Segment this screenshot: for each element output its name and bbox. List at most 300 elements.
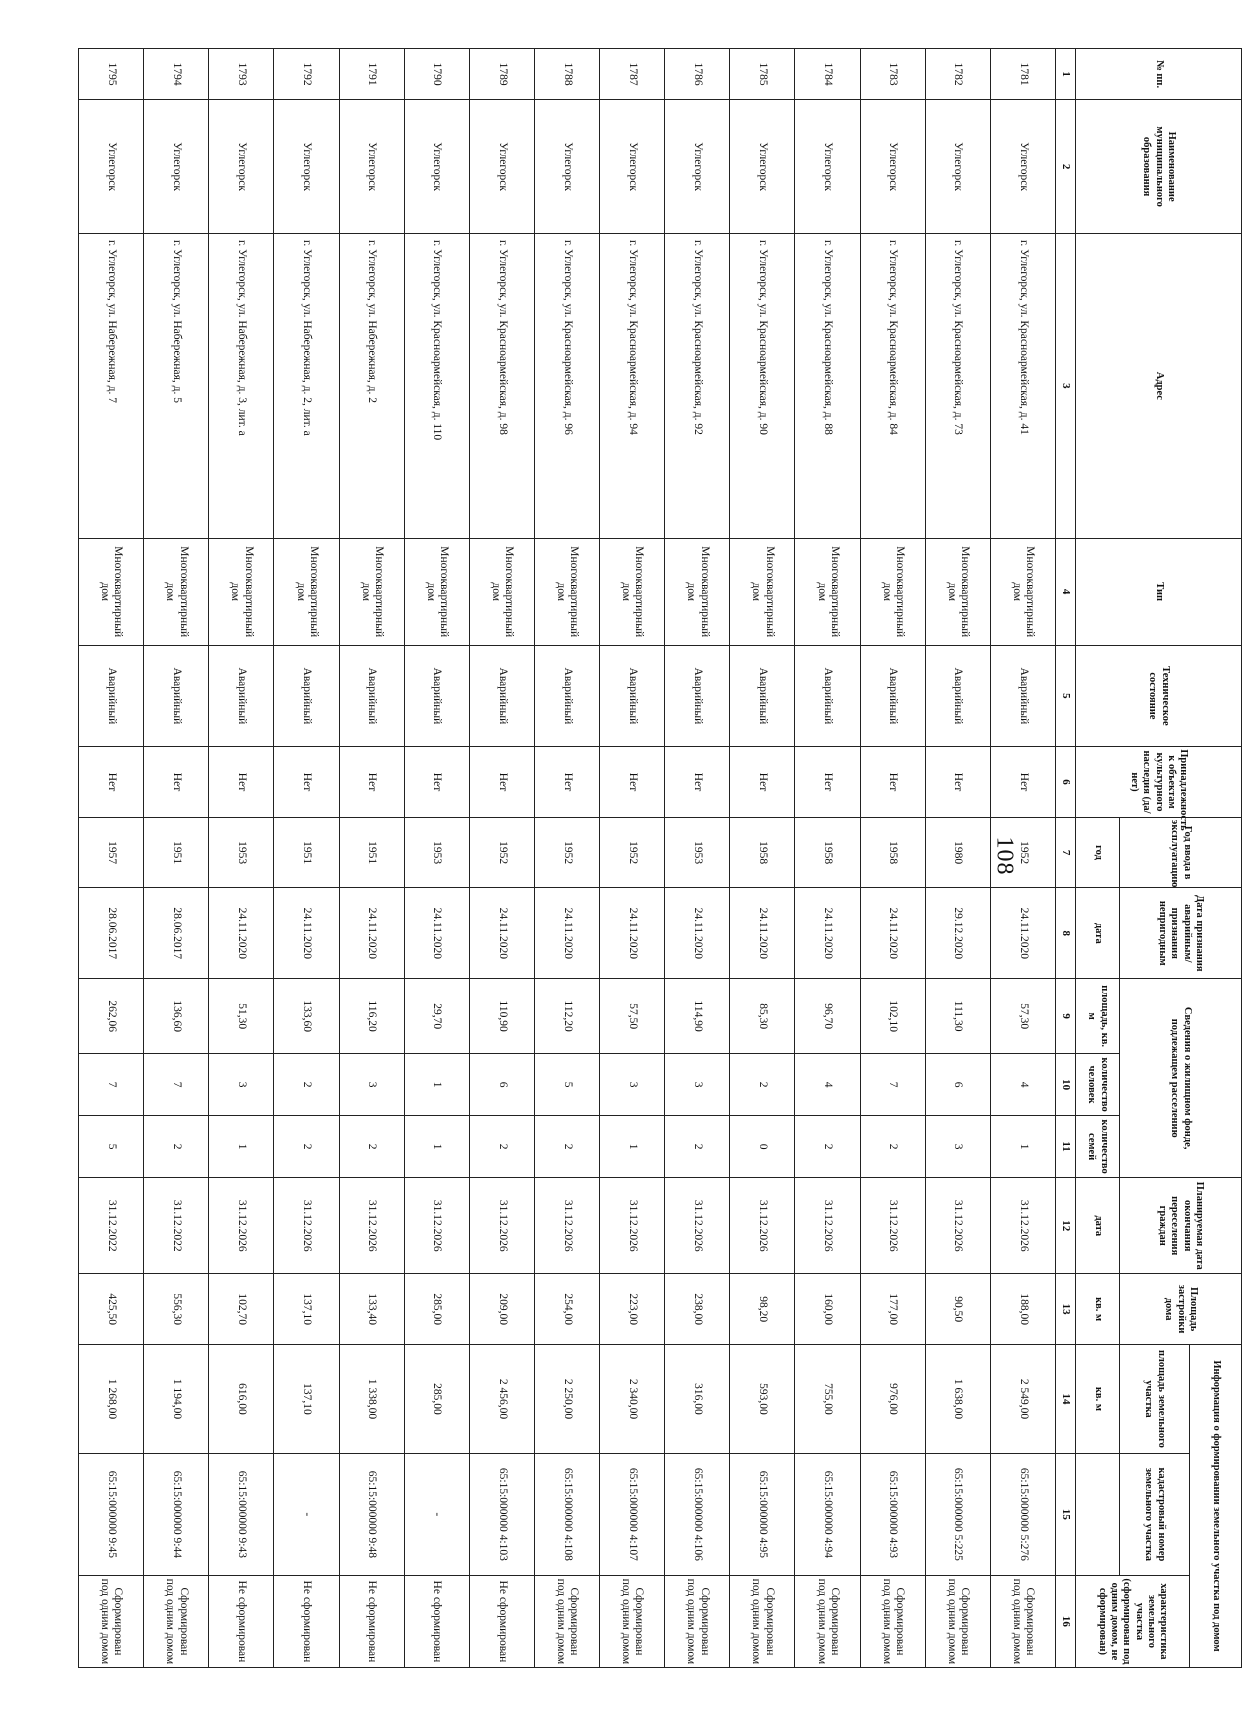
cell-date: 28.06.2017 [144, 888, 209, 979]
cell-built-area: 90,50 [925, 1274, 990, 1345]
cell-cadastre: 65:15:000000 9:48 [339, 1453, 404, 1575]
header-num: № пп. [1076, 49, 1242, 100]
cell-cultural: Нет [79, 747, 144, 818]
cell-address: г. Углегорск, ул. Красноармейская, д. 96 [535, 233, 600, 538]
cell-people: 3 [209, 1054, 274, 1116]
cell-num: 1785 [730, 49, 795, 100]
cell-families: 1 [404, 1116, 469, 1178]
cell-land-area: 1 338,00 [339, 1344, 404, 1453]
header-housing-group: Сведения о жилищном фонде, подлежащем расселению [1120, 979, 1242, 1178]
header-land-unit: кв. м [1076, 1344, 1120, 1453]
header-land-group: Информация о формировании земельного участка под домом [1190, 1344, 1242, 1667]
cell-planned-date: 31.12.2026 [795, 1178, 860, 1274]
cell-type: Многоквартирный дом [209, 538, 274, 645]
cell-land-area: 1 268,00 [79, 1344, 144, 1453]
cell-cultural: Нет [600, 747, 665, 818]
cell-condition: Аварийный [795, 645, 860, 747]
cell-built-area: 556,30 [144, 1274, 209, 1345]
cell-planned-date: 31.12.2026 [339, 1178, 404, 1274]
cell-planned-date: 31.12.2026 [665, 1178, 730, 1274]
cell-people: 3 [600, 1054, 665, 1116]
cell-people: 6 [925, 1054, 990, 1116]
header-address: Адрес [1076, 233, 1242, 538]
cell-municipality: Углегорск [535, 100, 600, 234]
cell-characteristic: Сформирован под одним домом [79, 1575, 144, 1667]
resettlement-table [78, 48, 1242, 1668]
cell-area: 57,30 [990, 979, 1055, 1054]
header-land-area: площадь земельного участка [1120, 1344, 1190, 1453]
cell-date: 24.11.2020 [860, 888, 925, 979]
cell-municipality: Углегорск [469, 100, 534, 234]
cell-year: 1980 [925, 817, 990, 888]
cell-condition: Аварийный [730, 645, 795, 747]
cell-type: Многоквартирный дом [79, 538, 144, 645]
cell-planned-date: 31.12.2026 [600, 1178, 665, 1274]
table-row [600, 49, 665, 1668]
header-people: количество человек [1076, 1054, 1120, 1116]
cell-planned-date: 31.12.2026 [209, 1178, 274, 1274]
cell-municipality: Углегорск [144, 100, 209, 234]
table-row [925, 49, 990, 1668]
table-row [79, 49, 144, 1668]
column-number-row [1056, 49, 1076, 1668]
cell-cadastre: 65:15:000000 5:225 [925, 1453, 990, 1575]
table-row [469, 49, 534, 1668]
cell-cadastre: 65:15:000000 9:43 [209, 1453, 274, 1575]
cell-year: 1953 [209, 817, 274, 888]
cell-cultural: Нет [339, 747, 404, 818]
column-number: 13 [1056, 1274, 1076, 1345]
cell-date: 24.11.2020 [535, 888, 600, 979]
cell-cultural: Нет [990, 747, 1055, 818]
cell-people: 3 [339, 1054, 404, 1116]
cell-built-area: 188,00 [990, 1274, 1055, 1345]
cell-condition: Аварийный [404, 645, 469, 747]
cell-condition: Аварийный [665, 645, 730, 747]
cell-condition: Аварийный [209, 645, 274, 747]
cell-cultural: Нет [209, 747, 274, 818]
cell-area: 51,30 [209, 979, 274, 1054]
cell-planned-date: 31.12.2026 [404, 1178, 469, 1274]
cell-type: Многоквартирный дом [469, 538, 534, 645]
cell-built-area: 238,00 [665, 1274, 730, 1345]
cell-planned-date: 31.12.2026 [535, 1178, 600, 1274]
cell-area: 262,06 [79, 979, 144, 1054]
cell-cadastre: 65:15:000000 9:44 [144, 1453, 209, 1575]
cell-characteristic: Сформирован под одним домом [795, 1575, 860, 1667]
cell-condition: Аварийный [860, 645, 925, 747]
cell-cultural: Нет [925, 747, 990, 818]
cell-families: 2 [469, 1116, 534, 1178]
column-number: 15 [1056, 1453, 1076, 1575]
cell-planned-date: 31.12.2026 [730, 1178, 795, 1274]
cell-cultural: Нет [144, 747, 209, 818]
cell-planned-date: 31.12.2026 [925, 1178, 990, 1274]
cell-address: г. Углегорск, ул. Красноармейская, д. 98 [469, 233, 534, 538]
cell-date: 24.11.2020 [339, 888, 404, 979]
cell-planned-date: 31.12.2026 [274, 1178, 339, 1274]
cell-municipality: Углегорск [925, 100, 990, 234]
cell-year: 1951 [144, 817, 209, 888]
cell-people: 7 [79, 1054, 144, 1116]
cell-address: г. Углегорск, ул. Набережная, д. 3, лит. а [209, 233, 274, 538]
cell-land-area: 1 194,00 [144, 1344, 209, 1453]
cell-families: 2 [144, 1116, 209, 1178]
cell-type: Многоквартирный дом [990, 538, 1055, 645]
cell-date: 24.11.2020 [404, 888, 469, 979]
cell-land-area: 593,00 [730, 1344, 795, 1453]
cell-date: 24.11.2020 [665, 888, 730, 979]
cell-municipality: Углегорск [209, 100, 274, 234]
header-year-group: Год ввода в эксплуатацию [1120, 817, 1242, 888]
cell-built-area: 177,00 [860, 1274, 925, 1345]
cell-area: 111,30 [925, 979, 990, 1054]
cell-num: 1789 [469, 49, 534, 100]
cell-condition: Аварийный [274, 645, 339, 747]
cell-year: 1958 [730, 817, 795, 888]
cell-built-area: 254,00 [535, 1274, 600, 1345]
cell-people: 2 [274, 1054, 339, 1116]
column-number: 12 [1056, 1178, 1076, 1274]
cell-condition: Аварийный [535, 645, 600, 747]
table-frame [78, 48, 1242, 1668]
table-row [860, 49, 925, 1668]
cell-families: 1 [600, 1116, 665, 1178]
column-number: 4 [1056, 538, 1076, 645]
cell-type: Многоквартирный дом [600, 538, 665, 645]
cell-people: 4 [795, 1054, 860, 1116]
cell-date: 24.11.2020 [469, 888, 534, 979]
cell-address: г. Углегорск, ул. Красноармейская, д. 84 [860, 233, 925, 538]
cell-built-area: 209,00 [469, 1274, 534, 1345]
cell-cadastre: 65:15:000000 9:45 [79, 1453, 144, 1575]
cell-cadastre: 65:15:000000 5:276 [990, 1453, 1055, 1575]
table-row [795, 49, 860, 1668]
cell-cultural: Нет [665, 747, 730, 818]
cell-num: 1788 [535, 49, 600, 100]
cell-municipality: Углегорск [339, 100, 404, 234]
cell-date: 29.12.2020 [925, 888, 990, 979]
cell-area: 112,20 [535, 979, 600, 1054]
cell-cultural: Нет [860, 747, 925, 818]
cell-address: г. Углегорск, ул. Красноармейская, д. 110 [404, 233, 469, 538]
cell-cultural: Нет [535, 747, 600, 818]
table-row [535, 49, 600, 1668]
cell-people: 5 [535, 1054, 600, 1116]
cell-families: 3 [925, 1116, 990, 1178]
cell-cadastre: 65:15:000000 4:93 [860, 1453, 925, 1575]
cell-area: 102,10 [860, 979, 925, 1054]
cell-address: г. Углегорск, ул. Набережная, д. 2 [339, 233, 404, 538]
cell-people: 1 [404, 1054, 469, 1116]
table-row [209, 49, 274, 1668]
header-type: Тип [1076, 538, 1242, 645]
cell-characteristic: Сформирован под одним домом [144, 1575, 209, 1667]
cell-num: 1791 [339, 49, 404, 100]
column-number: 2 [1056, 100, 1076, 234]
cell-land-area: 755,00 [795, 1344, 860, 1453]
cell-year: 1951 [339, 817, 404, 888]
cell-characteristic: Не сформирован [404, 1575, 469, 1667]
cell-cultural: Нет [469, 747, 534, 818]
cell-num: 1783 [860, 49, 925, 100]
cell-people: 2 [730, 1054, 795, 1116]
header-area: площадь, кв. м [1076, 979, 1120, 1054]
cell-land-area: 1 638,00 [925, 1344, 990, 1453]
header-families: количество семей [1076, 1116, 1120, 1178]
cell-address: г. Углегорск, ул. Красноармейская, д. 88 [795, 233, 860, 538]
cell-built-area: 98,20 [730, 1274, 795, 1345]
cell-cultural: Нет [795, 747, 860, 818]
header-built-unit: кв. м [1076, 1274, 1120, 1345]
header-condition: Техническое состояние [1076, 645, 1242, 747]
cell-families: 0 [730, 1116, 795, 1178]
cell-type: Многоквартирный дом [860, 538, 925, 645]
cell-families: 2 [339, 1116, 404, 1178]
column-number: 9 [1056, 979, 1076, 1054]
cell-num: 1790 [404, 49, 469, 100]
cell-built-area: 425,50 [79, 1274, 144, 1345]
cell-num: 1787 [600, 49, 665, 100]
cell-num: 1793 [209, 49, 274, 100]
cell-built-area: 223,00 [600, 1274, 665, 1345]
cell-people: 3 [665, 1054, 730, 1116]
cell-type: Многоквартирный дом [730, 538, 795, 645]
column-number: 3 [1056, 233, 1076, 538]
cell-land-area: 2 549,00 [990, 1344, 1055, 1453]
cell-area: 85,30 [730, 979, 795, 1054]
cell-built-area: 137,10 [274, 1274, 339, 1345]
column-number: 1 [1056, 49, 1076, 100]
cell-year: 1952 [535, 817, 600, 888]
cell-planned-date: 31.12.2022 [144, 1178, 209, 1274]
cell-families: 1 [990, 1116, 1055, 1178]
cell-area: 136,60 [144, 979, 209, 1054]
cell-municipality: Углегорск [274, 100, 339, 234]
cell-type: Многоквартирный дом [339, 538, 404, 645]
cell-characteristic: Сформирован под одним домом [990, 1575, 1055, 1667]
cell-date: 24.11.2020 [990, 888, 1055, 979]
cell-cadastre: 65:15:000000 4:94 [795, 1453, 860, 1575]
cell-land-area: 137,10 [274, 1344, 339, 1453]
cell-characteristic: Не сформирован [209, 1575, 274, 1667]
column-number: 7 [1056, 817, 1076, 888]
cell-num: 1784 [795, 49, 860, 100]
cell-condition: Аварийный [144, 645, 209, 747]
cell-planned-date: 31.12.2026 [860, 1178, 925, 1274]
cell-built-area: 133,40 [339, 1274, 404, 1345]
cell-year: 1953 [404, 817, 469, 888]
column-number: 16 [1056, 1575, 1076, 1667]
table-row [665, 49, 730, 1668]
cell-characteristic: Сформирован под одним домом [600, 1575, 665, 1667]
cell-address: г. Углегорск, ул. Красноармейская, д. 92 [665, 233, 730, 538]
header-planned-group: Планируемая дата окончания переселения граждан [1120, 1178, 1242, 1274]
cell-num: 1782 [925, 49, 990, 100]
cell-date: 24.11.2020 [730, 888, 795, 979]
cell-cadastre: - [274, 1453, 339, 1575]
table-row [144, 49, 209, 1668]
cell-area: 116,20 [339, 979, 404, 1054]
header-cadastre-blank [1076, 1453, 1120, 1575]
cell-num: 1786 [665, 49, 730, 100]
cell-planned-date: 31.12.2026 [990, 1178, 1055, 1274]
cell-families: 5 [79, 1116, 144, 1178]
cell-type: Многоквартирный дом [665, 538, 730, 645]
cell-people: 4 [990, 1054, 1055, 1116]
cell-year: 1958 [860, 817, 925, 888]
cell-area: 133,60 [274, 979, 339, 1054]
cell-land-area: 2 340,00 [600, 1344, 665, 1453]
cell-condition: Аварийный [600, 645, 665, 747]
column-number: 8 [1056, 888, 1076, 979]
header-date: дата [1076, 888, 1120, 979]
table-row [404, 49, 469, 1668]
cell-cadastre: 65:15:000000 4:103 [469, 1453, 534, 1575]
cell-families: 2 [665, 1116, 730, 1178]
cell-date: 28.06.2017 [79, 888, 144, 979]
cell-address: г. Углегорск, ул. Красноармейская, д. 41 [990, 233, 1055, 538]
column-number: 11 [1056, 1116, 1076, 1178]
cell-people: 6 [469, 1054, 534, 1116]
cell-year: 1957 [79, 817, 144, 888]
cell-land-area: 976,00 [860, 1344, 925, 1453]
cell-address: г. Углегорск, ул. Набережная, д. 2, лит. а [274, 233, 339, 538]
cell-characteristic: Сформирован под одним домом [730, 1575, 795, 1667]
cell-characteristic: Сформирован под одним домом [925, 1575, 990, 1667]
header-planned-date: дата [1076, 1178, 1120, 1274]
cell-cultural: Нет [274, 747, 339, 818]
cell-land-area: 616,00 [209, 1344, 274, 1453]
cell-municipality: Углегорск [990, 100, 1055, 234]
cell-condition: Аварийный [925, 645, 990, 747]
cell-families: 2 [274, 1116, 339, 1178]
table-body [79, 49, 1056, 1668]
column-number: 10 [1056, 1054, 1076, 1116]
cell-type: Многоквартирный дом [795, 538, 860, 645]
cell-type: Многоквартирный дом [274, 538, 339, 645]
table-row [990, 49, 1055, 1668]
cell-address: г. Углегорск, ул. Набережная, д. 5 [144, 233, 209, 538]
cell-area: 114,90 [665, 979, 730, 1054]
header-cultural: Принадлежность к объектам культурного наследия (да/нет) [1076, 747, 1242, 818]
cell-condition: Аварийный [469, 645, 534, 747]
cell-area: 29,70 [404, 979, 469, 1054]
cell-land-area: 2 456,00 [469, 1344, 534, 1453]
cell-families: 1 [209, 1116, 274, 1178]
cell-cadastre: 65:15:000000 4:107 [600, 1453, 665, 1575]
cell-cultural: Нет [404, 747, 469, 818]
cell-type: Многоквартирный дом [144, 538, 209, 645]
cell-condition: Аварийный [339, 645, 404, 747]
cell-land-area: 2 250,00 [535, 1344, 600, 1453]
header-year: год [1076, 817, 1120, 888]
column-number: 6 [1056, 747, 1076, 818]
header-built-group: Площадь застройки дома [1120, 1274, 1242, 1345]
cell-built-area: 285,00 [404, 1274, 469, 1345]
cell-year: 1953 [665, 817, 730, 888]
cell-condition: Аварийный [990, 645, 1055, 747]
cell-type: Многоквартирный дом [535, 538, 600, 645]
cell-municipality: Углегорск [665, 100, 730, 234]
cell-area: 110,90 [469, 979, 534, 1054]
cell-cadastre: 65:15:000000 4:106 [665, 1453, 730, 1575]
header-cadastre: кадастровый номер земельного участка [1120, 1453, 1190, 1575]
cell-num: 1781 [990, 49, 1055, 100]
table-row [274, 49, 339, 1668]
cell-municipality: Углегорск [79, 100, 144, 234]
cell-date: 24.11.2020 [209, 888, 274, 979]
cell-cadastre: 65:15:000000 4:95 [730, 1453, 795, 1575]
page-number: 108 [991, 836, 1018, 876]
header-municipality: Наименование муниципального образования [1076, 100, 1242, 234]
cell-planned-date: 31.12.2022 [79, 1178, 144, 1274]
column-number: 5 [1056, 645, 1076, 747]
cell-cadastre: - [404, 1453, 469, 1575]
cell-people: 7 [144, 1054, 209, 1116]
cell-municipality: Углегорск [795, 100, 860, 234]
cell-people: 7 [860, 1054, 925, 1116]
cell-type: Многоквартирный дом [404, 538, 469, 645]
cell-characteristic: Не сформирован [339, 1575, 404, 1667]
cell-address: г. Углегорск, ул. Набережная, д. 7 [79, 233, 144, 538]
cell-characteristic: Сформирован под одним домом [535, 1575, 600, 1667]
cell-cadastre: 65:15:000000 4:108 [535, 1453, 600, 1575]
cell-families: 2 [535, 1116, 600, 1178]
cell-families: 2 [795, 1116, 860, 1178]
header-characteristic: характеристика земельного участка (сформирован под одним домом, не сформирован) [1076, 1575, 1190, 1667]
table-row [730, 49, 795, 1668]
cell-characteristic: Сформирован под одним домом [665, 1575, 730, 1667]
cell-year: 1952 [469, 817, 534, 888]
cell-date: 24.11.2020 [795, 888, 860, 979]
table-row [339, 49, 404, 1668]
cell-characteristic: Сформирован под одним домом [860, 1575, 925, 1667]
cell-num: 1795 [79, 49, 144, 100]
cell-built-area: 102,70 [209, 1274, 274, 1345]
cell-year: 1951 [274, 817, 339, 888]
cell-date: 24.11.2020 [600, 888, 665, 979]
header-date-group: Дата признания аварийным/признания непригодным [1120, 888, 1242, 979]
cell-municipality: Углегорск [860, 100, 925, 234]
cell-municipality: Углегорск [730, 100, 795, 234]
cell-year: 1952 [600, 817, 665, 888]
cell-land-area: 316,00 [665, 1344, 730, 1453]
cell-families: 2 [860, 1116, 925, 1178]
cell-area: 96,70 [795, 979, 860, 1054]
cell-address: г. Углегорск, ул. Красноармейская, д. 90 [730, 233, 795, 538]
cell-year: 1952 [990, 817, 1055, 888]
cell-municipality: Углегорск [404, 100, 469, 234]
cell-num: 1792 [274, 49, 339, 100]
cell-address: г. Углегорск, ул. Красноармейская, д. 94 [600, 233, 665, 538]
column-number: 14 [1056, 1344, 1076, 1453]
cell-land-area: 285,00 [404, 1344, 469, 1453]
cell-condition: Аварийный [79, 645, 144, 747]
cell-num: 1794 [144, 49, 209, 100]
cell-cultural: Нет [730, 747, 795, 818]
cell-planned-date: 31.12.2026 [469, 1178, 534, 1274]
cell-year: 1958 [795, 817, 860, 888]
cell-date: 24.11.2020 [274, 888, 339, 979]
cell-built-area: 160,00 [795, 1274, 860, 1345]
cell-characteristic: Не сформирован [274, 1575, 339, 1667]
cell-municipality: Углегорск [600, 100, 665, 234]
cell-address: г. Углегорск, ул. Красноармейская, д. 73 [925, 233, 990, 538]
cell-type: Многоквартирный дом [925, 538, 990, 645]
cell-area: 57,50 [600, 979, 665, 1054]
cell-characteristic: Не сформирован [469, 1575, 534, 1667]
